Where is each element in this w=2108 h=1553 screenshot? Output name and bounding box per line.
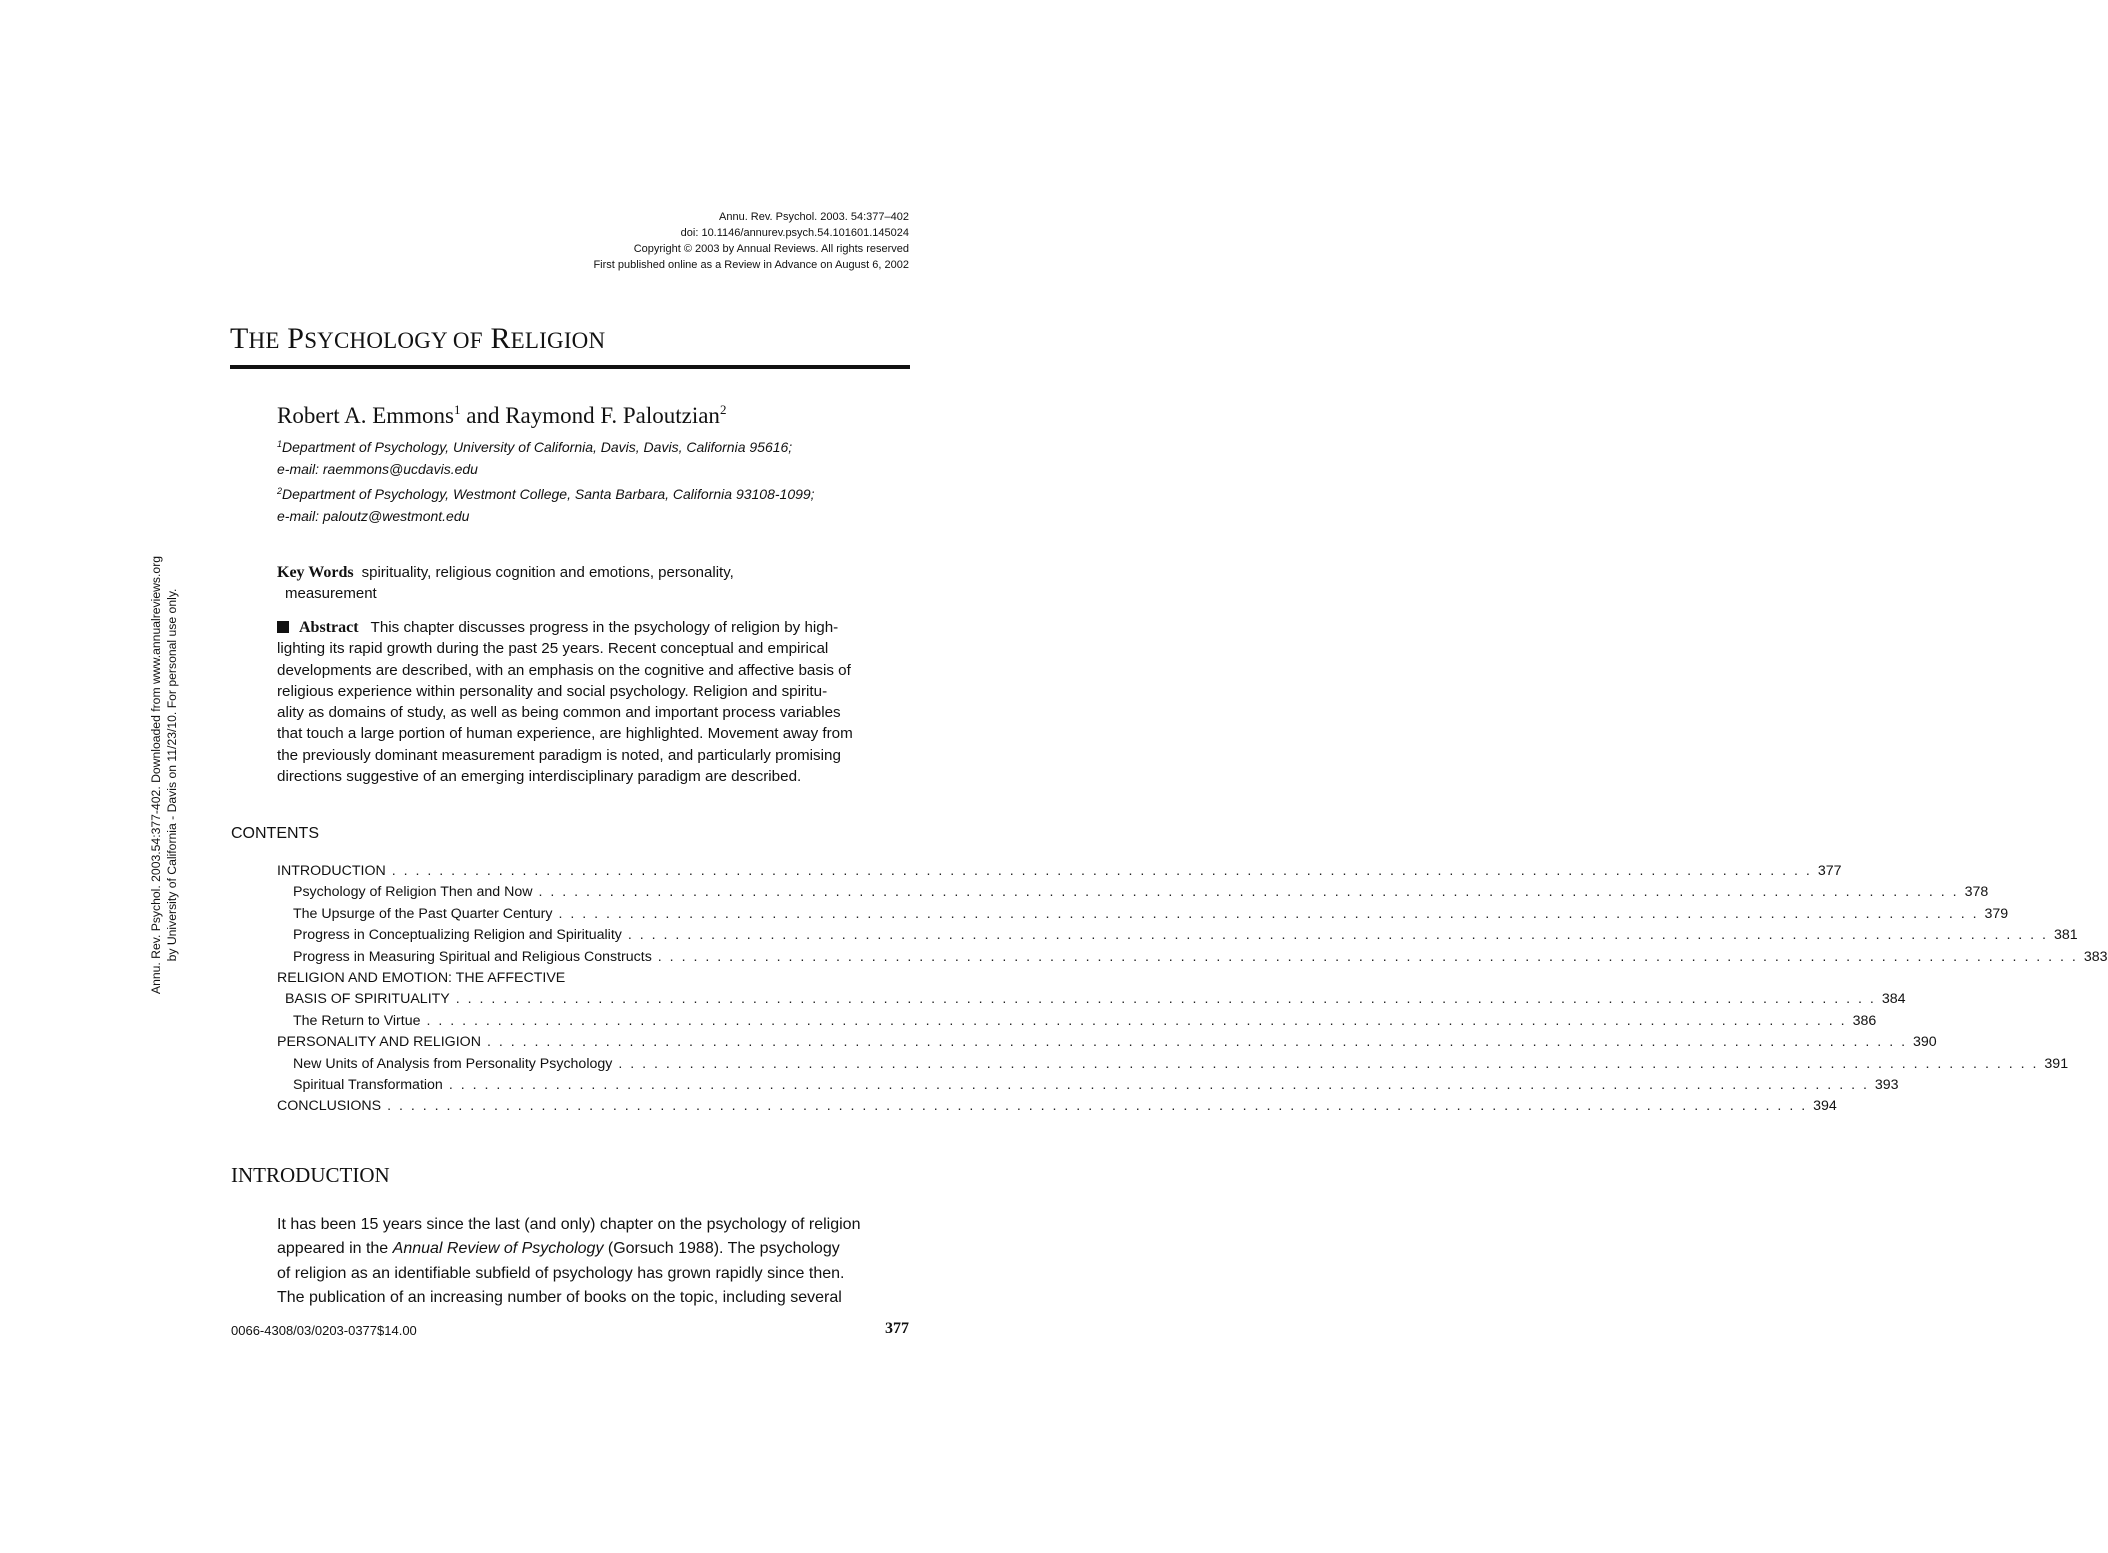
toc-entry — [277, 968, 910, 989]
title-rule — [230, 365, 910, 369]
toc-leader-dots: . . . . . . . . . . . . . . . . . . . . . . . . . . . . . . . . . . . . . . . . . . . . . . . . . . . . . . . . . . . . . . . . . . . . . . . . . . . . . . . . . . . . . . . . . . . . . . . . . . . . . . . . . . . . . . . . . . . . . . . . — [455, 991, 1876, 1008]
toc-entry-label: RELIGION AND EMOTION: THE AFFECTIVE — [277, 969, 566, 986]
title-smallcaps: ELIGION — [510, 328, 606, 353]
page-number: 377 — [885, 1320, 909, 1337]
title-cap: R — [490, 322, 511, 355]
toc-entry-label: CONCLUSIONS — [277, 1098, 382, 1115]
toc-leader-dots: . . . . . . . . . . . . . . . . . . . . . . . . . . . . . . . . . . . . . . . . . . . . . . . . . . . . . . . . . . . . . . . . . . . . . . . . . . . . . . . . . . . . . . . . . . . . . . . . . . . . . . . . . . . . . . . . . . . . . . . . — [391, 863, 1812, 879]
toc-entry-page: 386 — [1852, 1012, 1877, 1029]
toc-entry-page: 390 — [1913, 1034, 1937, 1051]
download-watermark — [148, 510, 180, 1040]
affiliation-marker: 2 — [719, 402, 727, 417]
author-conjunction: and — [460, 403, 506, 428]
toc-entry — [277, 947, 2108, 968]
toc-entry-page: 381 — [2053, 927, 2078, 944]
abstract-line: This chapter discusses progress in the psychology of religion by high- — [370, 619, 839, 636]
toc-entry-label: New Units of Analysis from Personality Psychology — [293, 1055, 613, 1072]
toc-entry — [277, 1032, 1937, 1053]
toc-entry-label: BASIS OF SPIRITUALITY — [285, 991, 450, 1008]
doi-line: doi: 10.1146/annurev.psych.54.101601.145024 — [680, 227, 909, 239]
title-smallcaps: SYCHOLOGY OF — [304, 328, 483, 353]
toc-entry-page: 393 — [1874, 1076, 1899, 1093]
toc-entry-label: Psychology of Religion Then and Now — [293, 884, 533, 901]
abstract-line: that touch a large portion of human experience, are highlighted. Movement away from — [277, 725, 853, 743]
toc-entry-page: 384 — [1881, 991, 1906, 1008]
body-line: of religion as an identifiable subfield of psychology has grown rapidly since then. — [277, 1264, 845, 1282]
toc-entry — [277, 925, 2078, 946]
contents-heading: CONTENTS — [231, 825, 319, 842]
affiliation-line — [277, 433, 815, 458]
author-name: Raymond F. Paloutzian — [505, 403, 720, 428]
abstract-line: ality as domains of study, as well as being common and important process variables — [277, 704, 841, 722]
watermark-line: Annu. Rev. Psychol. 2003.54:377-402. Downloaded from www.annualreviews.org — [149, 555, 163, 995]
toc-leader-dots: . . . . . . . . . . . . . . . . . . . . . . . . . . . . . . . . . . . . . . . . . . . . . . . . . . . . . . . . . . . . . . . . . . . . . . . . . . . . . . . . . . . . . . . . . . . . . . . . . . . . . . . . . . . . . . . . . . . . . . . . — [426, 1012, 1847, 1029]
title-cap: T — [230, 322, 249, 355]
toc-entry-label: Progress in Measuring Spiritual and Religious Constructs — [293, 948, 652, 965]
toc-entry-label: Progress in Conceptualizing Religion and Spirituality — [293, 927, 622, 944]
toc-entry-label: The Return to Virtue — [293, 1012, 421, 1029]
title-smallcaps: HE — [248, 328, 280, 353]
toc-entry — [277, 1075, 1899, 1096]
toc-entry — [277, 1011, 1877, 1032]
body-text-run: (Gorsuch 1988). The psychology — [603, 1240, 840, 1258]
author-line — [277, 402, 726, 429]
abstract-line: lighting its rapid growth during the past 25 years. Recent conceptual and empirical — [277, 640, 829, 658]
toc-entry-label: Spiritual Transformation — [293, 1076, 443, 1093]
published-online-line: First published online as a Review in Advance on August 6, 2002 — [593, 259, 909, 271]
toc-entry-label: INTRODUCTION — [277, 863, 386, 879]
affiliation-dept: Department of Psychology, Westmont College, Santa Barbara, California 93108-1099; — [282, 486, 815, 502]
journal-name: Annual Review of Psychology — [392, 1240, 604, 1258]
introduction-body — [277, 1213, 910, 1310]
toc-leader-dots: . . . . . . . . . . . . . . . . . . . . . . . . . . . . . . . . . . . . . . . . . . . . . . . . . . . . . . . . . . . . . . . . . . . . . . . . . . . . . . . . . . . . . . . . . . . . . . . . . . . . . . . . . . . . . . . . . . . . . . . . — [387, 1098, 1808, 1115]
body-line: It has been 15 years since the last (and only) chapter on the psychology of religion — [277, 1216, 861, 1233]
toc-entry — [277, 861, 1842, 882]
citation-line: Annu. Rev. Psychol. 2003. 54:377–402 — [719, 211, 909, 223]
affiliations — [277, 433, 815, 527]
body-line: The publication of an increasing number of books on the topic, including several — [277, 1288, 842, 1306]
abstract — [277, 617, 910, 787]
watermark-line: by University of California - Davis on 11/23/10. For personal use only. — [165, 588, 179, 962]
keywords-label: Key Words — [277, 564, 354, 581]
citation-metadata — [409, 209, 909, 273]
affiliation-marker: 1 — [453, 402, 461, 417]
toc-entry-label: The Upsurge of the Past Quarter Century — [293, 905, 553, 922]
abstract-line: developments are described, with an emphasis on the cognitive and affective basis of — [277, 661, 851, 679]
keywords-text-cont: measurement — [285, 585, 377, 602]
toc-entry-page: 377 — [1817, 863, 1842, 879]
toc-entry — [277, 882, 1989, 903]
email-line: e-mail: paloutz@westmont.edu — [277, 508, 470, 524]
toc-entry-page: 394 — [1813, 1098, 1837, 1115]
square-bullet-icon — [277, 621, 289, 633]
affiliation-dept: Department of Psychology, University of California, Davis, Davis, California 95616; — [282, 439, 793, 455]
body-line — [277, 1237, 910, 1261]
table-of-contents — [277, 861, 2108, 1118]
toc-leader-dots: . . . . . . . . . . . . . . . . . . . . . . . . . . . . . . . . . . . . . . . . . . . . . . . . . . . . . . . . . . . . . . . . . . . . . . . . . . . . . . . . . . . . . . . . . . . . . . . . . . . . . . . . . . . . . . . . . . . . . . . . — [558, 905, 1979, 922]
toc-leader-dots: . . . . . . . . . . . . . . . . . . . . . . . . . . . . . . . . . . . . . . . . . . . . . . . . . . . . . . . . . . . . . . . . . . . . . . . . . . . . . . . . . . . . . . . . . . . . . . . . . . . . . . . . . . . . . . . . . . . . . . . . — [657, 948, 2078, 965]
email-line: e-mail: raemmons@ucdavis.edu — [277, 461, 478, 477]
toc-entry — [277, 1096, 1837, 1117]
section-heading: INTRODUCTION — [231, 1163, 390, 1187]
copyright-line: Copyright © 2003 by Annual Reviews. All rights reserved — [633, 243, 909, 255]
toc-leader-dots: . . . . . . . . . . . . . . . . . . . . . . . . . . . . . . . . . . . . . . . . . . . . . . . . . . . . . . . . . . . . . . . . . . . . . . . . . . . . . . . . . . . . . . . . . . . . . . . . . . . . . . . . . . . . . . . . . . . . . . . . — [627, 927, 2048, 944]
article-title — [230, 322, 605, 356]
title-cap: P — [287, 322, 305, 355]
keywords — [277, 562, 837, 604]
toc-entry-page: 379 — [1984, 905, 2009, 922]
toc-leader-dots: . . . . . . . . . . . . . . . . . . . . . . . . . . . . . . . . . . . . . . . . . . . . . . . . . . . . . . . . . . . . . . . . . . . . . . . . . . . . . . . . . . . . . . . . . . . . . . . . . . . . . . . . . . . . . . . . . . . . . . . . — [448, 1076, 1869, 1093]
toc-leader-dots: . . . . . . . . . . . . . . . . . . . . . . . . . . . . . . . . . . . . . . . . . . . . . . . . . . . . . . . . . . . . . . . . . . . . . . . . . . . . . . . . . . . . . . . . . . . . . . . . . . . . . . . . . . . . . . . . . . . . . . . . — [618, 1055, 2039, 1072]
toc-entry — [277, 1054, 2069, 1075]
affiliation-marker: 2 — [277, 486, 283, 496]
abstract-line: directions suggestive of an emerging interdisciplinary paradigm are described. — [277, 768, 802, 786]
issn-price: 0066-4308/03/0203-0377$14.00 — [231, 1323, 417, 1338]
toc-entry-page: 383 — [2083, 948, 2108, 965]
toc-entry-page: 391 — [2044, 1055, 2069, 1072]
toc-entry — [277, 989, 1906, 1010]
affiliation-marker: 1 — [277, 439, 283, 449]
toc-leader-dots: . . . . . . . . . . . . . . . . . . . . . . . . . . . . . . . . . . . . . . . . . . . . . . . . . . . . . . . . . . . . . . . . . . . . . . . . . . . . . . . . . . . . . . . . . . . . . . . . . . . . . . . . . . . . . . . . . . . . . . . . — [486, 1034, 1908, 1051]
toc-leader-dots: . . . . . . . . . . . . . . . . . . . . . . . . . . . . . . . . . . . . . . . . . . . . . . . . . . . . . . . . . . . . . . . . . . . . . . . . . . . . . . . . . . . . . . . . . . . . . . . . . . . . . . . . . . . . . . . . . . . . . . . . — [538, 884, 1959, 901]
abstract-label: Abstract — [299, 619, 359, 636]
affiliation-line — [277, 480, 815, 505]
abstract-line: the previously dominant measurement paradigm is noted, and particularly promising — [277, 746, 841, 764]
abstract-line: religious experience within personality and social psychology. Religion and spiritu- — [277, 682, 828, 700]
toc-entry — [277, 904, 2009, 925]
toc-entry-label: PERSONALITY AND RELIGION — [277, 1034, 481, 1051]
body-text-run: appeared in the — [277, 1240, 393, 1258]
toc-entry-page: 378 — [1964, 884, 1989, 901]
author-name: Robert A. Emmons — [277, 403, 454, 428]
keywords-text: spirituality, religious cognition and emotions, personality, — [361, 564, 734, 581]
